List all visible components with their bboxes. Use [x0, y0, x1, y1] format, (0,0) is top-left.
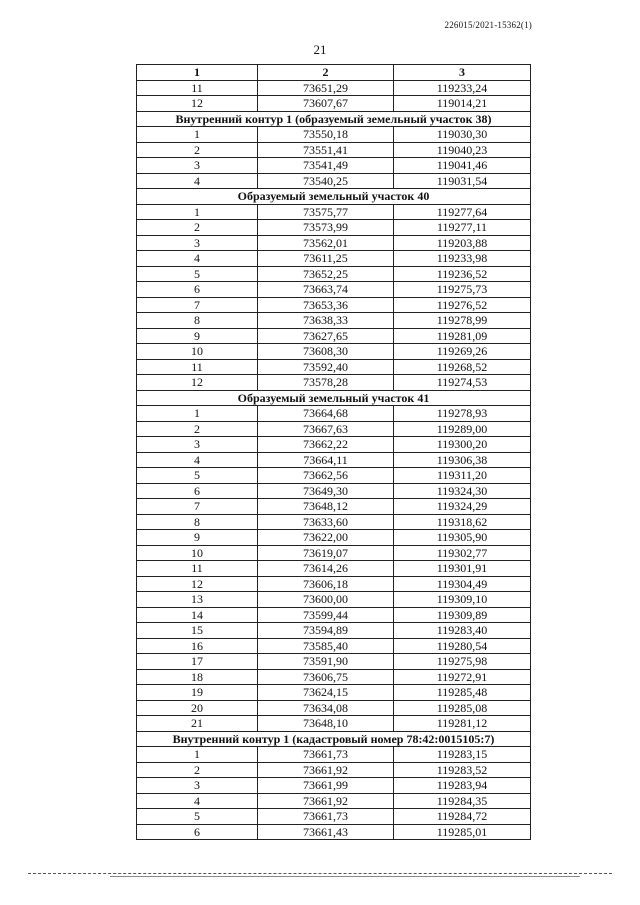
point-number-cell: 11 [137, 561, 258, 577]
point-number-cell: 3 [137, 158, 258, 174]
point-number-cell: 11 [137, 80, 258, 96]
page-bottom-rule [28, 873, 612, 874]
table-row [137, 173, 531, 189]
document-id: 226015/2021-15362(1) [444, 20, 532, 30]
section-title: Образуемый земельный участок 41 [137, 390, 531, 406]
table-row [137, 127, 531, 143]
y-coordinate-cell: 119285,48 [394, 685, 531, 701]
y-coordinate-cell: 119277,64 [394, 204, 531, 220]
point-number-cell: 5 [137, 468, 258, 484]
point-number-cell: 15 [137, 623, 258, 639]
point-number-cell: 12 [137, 375, 258, 391]
x-coordinate-cell: 73648,10 [258, 716, 394, 732]
table-row [137, 406, 531, 422]
table-row [137, 809, 531, 825]
y-coordinate-cell: 119309,89 [394, 607, 531, 623]
table-row [137, 499, 531, 515]
point-number-cell: 12 [137, 576, 258, 592]
x-coordinate-cell: 73592,40 [258, 359, 394, 375]
y-coordinate-cell: 119285,08 [394, 700, 531, 716]
x-coordinate-cell: 73550,18 [258, 127, 394, 143]
table-row [137, 452, 531, 468]
table-row [137, 576, 531, 592]
table-row [137, 158, 531, 174]
x-coordinate-cell: 73599,44 [258, 607, 394, 623]
x-coordinate-cell: 73608,30 [258, 344, 394, 360]
x-coordinate-cell: 73551,41 [258, 142, 394, 158]
table-row [137, 251, 531, 267]
point-number-cell: 6 [137, 824, 258, 840]
table-row [137, 778, 531, 794]
x-coordinate-cell: 73661,73 [258, 747, 394, 763]
y-coordinate-cell: 119272,91 [394, 669, 531, 685]
table-row [137, 328, 531, 344]
y-coordinate-cell: 119041,46 [394, 158, 531, 174]
point-number-cell: 7 [137, 297, 258, 313]
x-coordinate-cell: 73663,74 [258, 282, 394, 298]
point-number-cell: 4 [137, 173, 258, 189]
point-number-cell: 3 [137, 235, 258, 251]
x-coordinate-cell: 73607,67 [258, 96, 394, 112]
point-number-cell: 8 [137, 313, 258, 329]
point-number-cell: 9 [137, 328, 258, 344]
x-coordinate-cell: 73634,08 [258, 700, 394, 716]
table-row [137, 669, 531, 685]
y-coordinate-cell: 119275,73 [394, 282, 531, 298]
x-coordinate-cell: 73661,92 [258, 762, 394, 778]
point-number-cell: 2 [137, 220, 258, 236]
x-coordinate-cell: 73661,73 [258, 809, 394, 825]
y-coordinate-cell: 119236,52 [394, 266, 531, 282]
point-number-cell: 1 [137, 747, 258, 763]
point-number-cell: 3 [137, 778, 258, 794]
y-coordinate-cell: 119269,26 [394, 344, 531, 360]
y-coordinate-cell: 119309,10 [394, 592, 531, 608]
point-number-cell: 4 [137, 251, 258, 267]
x-coordinate-cell: 73633,60 [258, 514, 394, 530]
y-coordinate-cell: 119324,29 [394, 499, 531, 515]
x-coordinate-cell: 73652,25 [258, 266, 394, 282]
x-coordinate-cell: 73562,01 [258, 235, 394, 251]
page-bottom-rule [110, 876, 580, 877]
y-coordinate-cell: 119283,94 [394, 778, 531, 794]
table-row [137, 437, 531, 453]
table-row [137, 607, 531, 623]
table-row [137, 592, 531, 608]
y-coordinate-cell: 119283,52 [394, 762, 531, 778]
point-number-cell: 10 [137, 545, 258, 561]
x-coordinate-cell: 73575,77 [258, 204, 394, 220]
x-coordinate-cell: 73664,11 [258, 452, 394, 468]
x-coordinate-cell: 73541,49 [258, 158, 394, 174]
table-row [137, 344, 531, 360]
point-number-cell: 2 [137, 421, 258, 437]
point-number-cell: 13 [137, 592, 258, 608]
x-coordinate-cell: 73578,28 [258, 375, 394, 391]
y-coordinate-cell: 119289,00 [394, 421, 531, 437]
point-number-cell: 3 [137, 437, 258, 453]
table-row [137, 762, 531, 778]
point-number-cell: 6 [137, 483, 258, 499]
table-row [137, 545, 531, 561]
table-row [137, 468, 531, 484]
point-number-cell: 9 [137, 530, 258, 546]
section-header-row [137, 731, 531, 747]
y-coordinate-cell: 119324,30 [394, 483, 531, 499]
x-coordinate-cell: 73600,00 [258, 592, 394, 608]
x-coordinate-cell: 73653,36 [258, 297, 394, 313]
y-coordinate-cell: 119283,15 [394, 747, 531, 763]
y-coordinate-cell: 119278,93 [394, 406, 531, 422]
x-coordinate-cell: 73622,00 [258, 530, 394, 546]
column-header: 2 [258, 65, 394, 81]
x-coordinate-cell: 73594,89 [258, 623, 394, 639]
x-coordinate-cell: 73606,75 [258, 669, 394, 685]
y-coordinate-cell: 119284,35 [394, 793, 531, 809]
table-row [137, 793, 531, 809]
point-number-cell: 6 [137, 282, 258, 298]
point-number-cell: 17 [137, 654, 258, 670]
table-row [137, 142, 531, 158]
point-number-cell: 1 [137, 406, 258, 422]
point-number-cell: 5 [137, 266, 258, 282]
table-row [137, 235, 531, 251]
x-coordinate-cell: 73540,25 [258, 173, 394, 189]
x-coordinate-cell: 73661,92 [258, 793, 394, 809]
section-title: Внутренний контур 1 (кадастровый номер 78:42:0015105:7) [137, 731, 531, 747]
y-coordinate-cell: 119274,53 [394, 375, 531, 391]
table-row [137, 685, 531, 701]
x-coordinate-cell: 73662,56 [258, 468, 394, 484]
table-row [137, 359, 531, 375]
table-row [137, 313, 531, 329]
x-coordinate-cell: 73614,26 [258, 561, 394, 577]
y-coordinate-cell: 119318,62 [394, 514, 531, 530]
table-row [137, 530, 531, 546]
table-row [137, 514, 531, 530]
y-coordinate-cell: 119030,30 [394, 127, 531, 143]
y-coordinate-cell: 119233,24 [394, 80, 531, 96]
point-number-cell: 4 [137, 793, 258, 809]
table-row [137, 561, 531, 577]
y-coordinate-cell: 119285,01 [394, 824, 531, 840]
x-coordinate-cell: 73648,12 [258, 499, 394, 515]
column-header: 3 [394, 65, 531, 81]
point-number-cell: 2 [137, 142, 258, 158]
y-coordinate-cell: 119014,21 [394, 96, 531, 112]
page-number: 21 [313, 42, 327, 57]
table-row [137, 282, 531, 298]
y-coordinate-cell: 119302,77 [394, 545, 531, 561]
x-coordinate-cell: 73606,18 [258, 576, 394, 592]
y-coordinate-cell: 119281,12 [394, 716, 531, 732]
y-coordinate-cell: 119276,52 [394, 297, 531, 313]
y-coordinate-cell: 119283,40 [394, 623, 531, 639]
section-title: Образуемый земельный участок 40 [137, 189, 531, 205]
table-row [137, 700, 531, 716]
x-coordinate-cell: 73662,22 [258, 437, 394, 453]
table-row [137, 421, 531, 437]
section-header-row [137, 111, 531, 127]
y-coordinate-cell: 119233,98 [394, 251, 531, 267]
point-number-cell: 1 [137, 127, 258, 143]
y-coordinate-cell: 119277,11 [394, 220, 531, 236]
table-row [137, 824, 531, 840]
x-coordinate-cell: 73649,30 [258, 483, 394, 499]
table-header-row [137, 65, 531, 81]
table-row [137, 747, 531, 763]
table-row [137, 654, 531, 670]
point-number-cell: 7 [137, 499, 258, 515]
point-number-cell: 5 [137, 809, 258, 825]
x-coordinate-cell: 73664,68 [258, 406, 394, 422]
x-coordinate-cell: 73585,40 [258, 638, 394, 654]
y-coordinate-cell: 119268,52 [394, 359, 531, 375]
table-row [137, 483, 531, 499]
x-coordinate-cell: 73624,15 [258, 685, 394, 701]
point-number-cell: 19 [137, 685, 258, 701]
table-row [137, 375, 531, 391]
table-row [137, 220, 531, 236]
y-coordinate-cell: 119284,72 [394, 809, 531, 825]
y-coordinate-cell: 119305,90 [394, 530, 531, 546]
y-coordinate-cell: 119203,88 [394, 235, 531, 251]
table-row [137, 638, 531, 654]
x-coordinate-cell: 73619,07 [258, 545, 394, 561]
point-number-cell: 16 [137, 638, 258, 654]
point-number-cell: 11 [137, 359, 258, 375]
x-coordinate-cell: 73627,65 [258, 328, 394, 344]
x-coordinate-cell: 73611,25 [258, 251, 394, 267]
x-coordinate-cell: 73591,90 [258, 654, 394, 670]
table-row [137, 716, 531, 732]
y-coordinate-cell: 119280,54 [394, 638, 531, 654]
coordinates-table [136, 64, 531, 840]
y-coordinate-cell: 119300,20 [394, 437, 531, 453]
table-row [137, 297, 531, 313]
y-coordinate-cell: 119306,38 [394, 452, 531, 468]
y-coordinate-cell: 119275,98 [394, 654, 531, 670]
point-number-cell: 8 [137, 514, 258, 530]
table-row [137, 96, 531, 112]
y-coordinate-cell: 119301,91 [394, 561, 531, 577]
section-header-row [137, 390, 531, 406]
x-coordinate-cell: 73651,29 [258, 80, 394, 96]
table-row [137, 623, 531, 639]
point-number-cell: 20 [137, 700, 258, 716]
y-coordinate-cell: 119311,20 [394, 468, 531, 484]
point-number-cell: 21 [137, 716, 258, 732]
x-coordinate-cell: 73661,99 [258, 778, 394, 794]
section-header-row [137, 189, 531, 205]
table-row [137, 266, 531, 282]
y-coordinate-cell: 119278,99 [394, 313, 531, 329]
table-body [137, 80, 531, 840]
y-coordinate-cell: 119031,54 [394, 173, 531, 189]
point-number-cell: 4 [137, 452, 258, 468]
point-number-cell: 2 [137, 762, 258, 778]
table-row [137, 80, 531, 96]
x-coordinate-cell: 73667,63 [258, 421, 394, 437]
x-coordinate-cell: 73661,43 [258, 824, 394, 840]
y-coordinate-cell: 119281,09 [394, 328, 531, 344]
y-coordinate-cell: 119040,23 [394, 142, 531, 158]
table-row [137, 204, 531, 220]
y-coordinate-cell: 119304,49 [394, 576, 531, 592]
x-coordinate-cell: 73573,99 [258, 220, 394, 236]
column-header: 1 [137, 65, 258, 81]
point-number-cell: 12 [137, 96, 258, 112]
x-coordinate-cell: 73638,33 [258, 313, 394, 329]
point-number-cell: 14 [137, 607, 258, 623]
point-number-cell: 18 [137, 669, 258, 685]
point-number-cell: 10 [137, 344, 258, 360]
point-number-cell: 1 [137, 204, 258, 220]
section-title: Внутренний контур 1 (образуемый земельный участок 38) [137, 111, 531, 127]
